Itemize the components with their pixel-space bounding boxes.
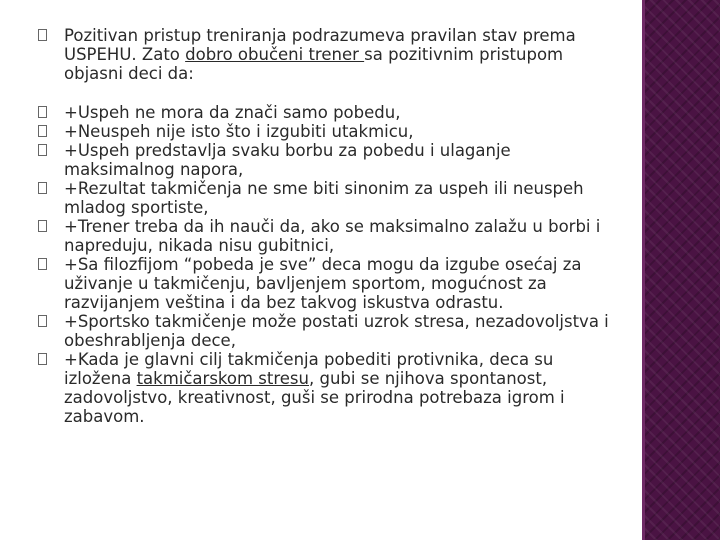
intro-text-end: sa pozitivnim pristupom objasni deci da: — [64, 45, 564, 83]
bullet-icon — [38, 315, 47, 327]
last-item-text-end: , gubi se njihova spontanost, zadovoljstvo, kreativnost, guši se prirodna potrebaza igrom i zabavom. — [64, 369, 565, 426]
list-item-text: +Sportsko takmičenje može postati uzrok stresa, nezadovoljstva i obeshrabljenja dece, — [64, 312, 609, 350]
list-item — [38, 217, 610, 255]
bullet-icon — [38, 125, 47, 137]
list-item — [38, 179, 610, 217]
bullet-icon — [38, 182, 47, 194]
list-item-text: +Uspeh predstavlja svaku borbu za pobedu i ulaganje maksimalnog napora, — [64, 141, 511, 179]
bullet-icon — [38, 29, 47, 41]
last-item-text-start: +Kada je glavni cilj takmičenja pobediti protivnika, deca su izložena — [64, 350, 554, 388]
list-item-text: +Rezultat takmičenja ne sme biti sinonim za uspeh ili neuspeh mladog sportiste, — [64, 179, 584, 217]
list-item — [38, 312, 610, 350]
intro-underlined-text: dobro obučeni trener — [185, 45, 365, 64]
list-item — [38, 255, 610, 312]
bullet-icon — [38, 144, 47, 156]
list-item — [38, 103, 610, 122]
bullet-icon — [38, 106, 47, 118]
list-item-text: +Trener treba da ih nauči da, ako se maksimalno zalažu u borbi i napreduju, nikada nisu gubitnici, — [64, 217, 601, 255]
bullet-icon — [38, 220, 47, 232]
list-item-text: +Uspeh ne mora da znači samo pobedu, — [64, 103, 401, 122]
intro-text-start: Pozitivan pristup treniranja podrazumeva pravilan stav prema USPEHU. Zato — [64, 26, 576, 64]
bullet-icon — [38, 353, 47, 365]
last-item-underlined-text: takmičarskom stresu — [136, 369, 309, 388]
decorative-side-bar — [642, 0, 720, 540]
slide-content — [38, 26, 610, 426]
list-item — [38, 141, 610, 179]
list-item-text: +Sa filozfijom “pobeda je sve” deca mogu da izgube osećaj za uživanje u takmičenju, bavljenjem sportom, mogućnost za razvijanjem veština i da bez takvog iskustva odrastu. — [64, 255, 582, 312]
intro-paragraph — [38, 26, 610, 83]
bullet-icon — [38, 258, 47, 270]
list-item — [38, 122, 610, 141]
list-item-last — [38, 350, 610, 426]
list-item-text: +Neuspeh nije isto što i izgubiti utakmicu, — [64, 122, 414, 141]
